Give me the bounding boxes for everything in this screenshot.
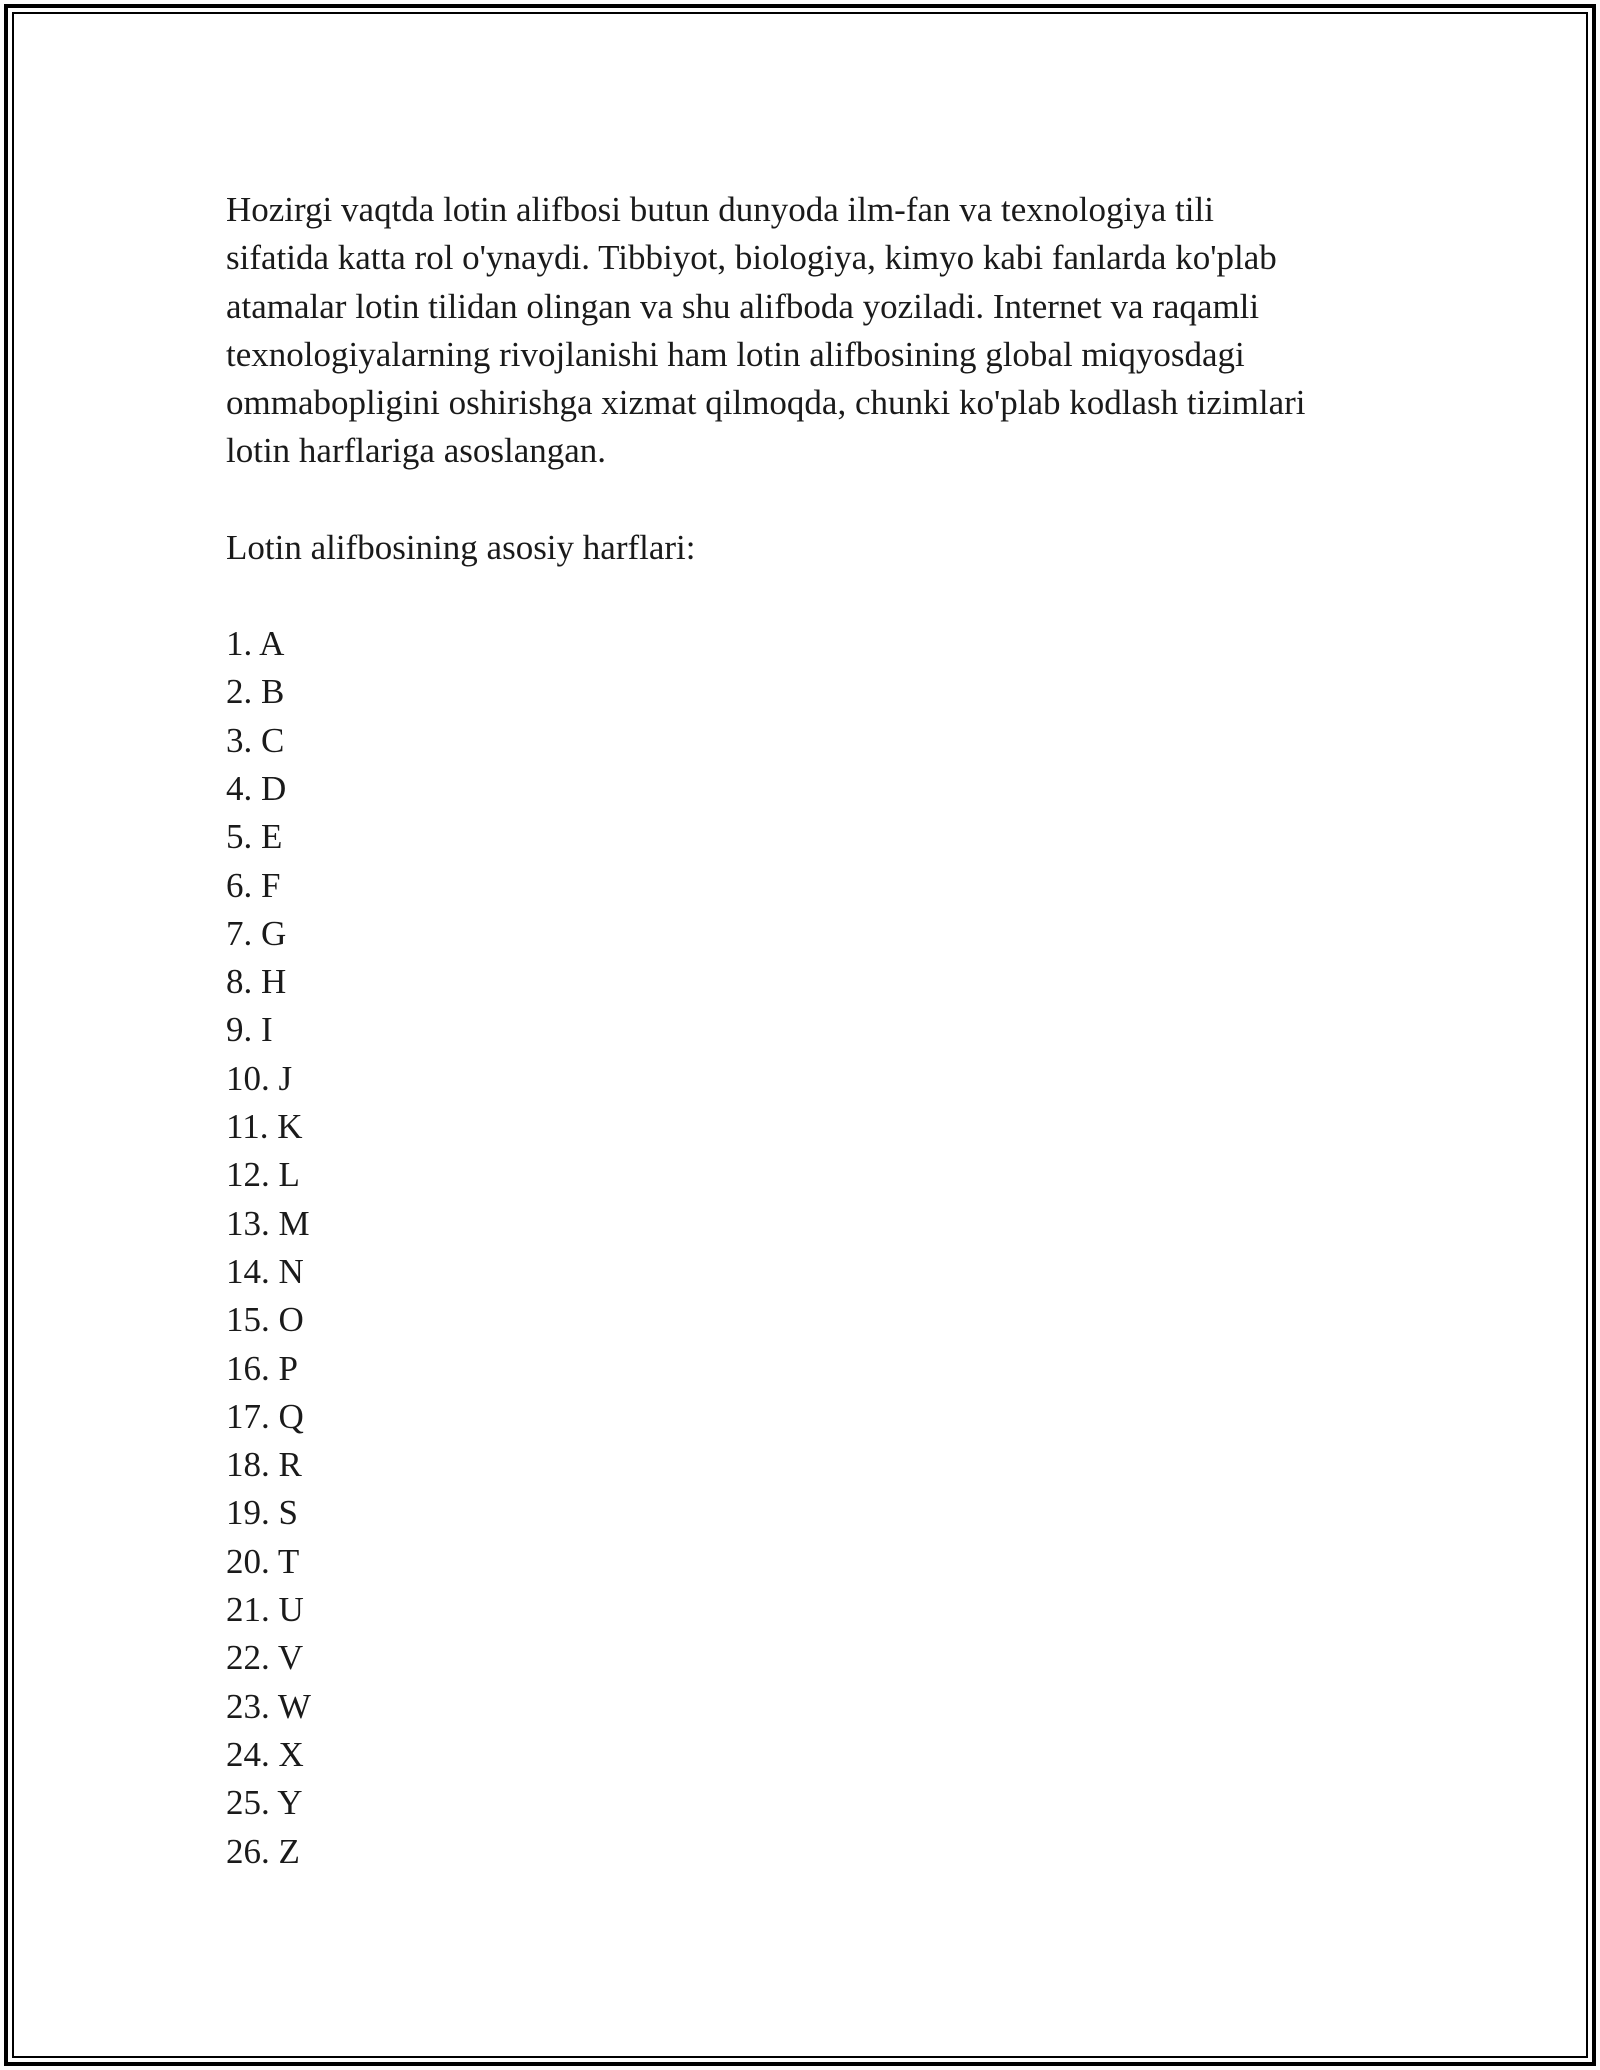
list-item: 13. M (226, 1203, 310, 1243)
list-item: 8. H (226, 962, 287, 1002)
list-intro: Lotin alifbosining asosiy harflari: (226, 527, 696, 567)
list-item: 12. L (226, 1155, 300, 1195)
list-item: 24. X (226, 1734, 304, 1774)
paragraph-line: sifatida katta rol o'ynaydi. Tibbiyot, biologiya, kimyo kabi fanlarda ko'plab (226, 238, 1277, 278)
list-item: 2. B (226, 672, 285, 712)
list-item: 16. P (226, 1348, 298, 1388)
paragraph-line: lotin harflariga asoslangan. (226, 431, 607, 471)
list-item: 22. V (226, 1638, 304, 1678)
list-item: 21. U (226, 1590, 304, 1630)
paragraph-line: texnologiyalarning rivojlanishi ham lotin alifbosining global miqyosdagi (226, 334, 1245, 374)
list-item: 6. F (226, 865, 281, 905)
paragraph-line: Hozirgi vaqtda lotin alifbosi butun dunyoda ilm-fan va texnologiya tili (226, 190, 1214, 229)
list-item: 26. Z (226, 1831, 300, 1871)
list-item: 7. G (226, 913, 287, 953)
document-body (226, 186, 1426, 1876)
list-item: 19. S (226, 1493, 298, 1533)
letter-list (226, 620, 1426, 1876)
list-item: 4. D (226, 768, 287, 808)
intro-paragraph (226, 186, 1376, 476)
list-item: 11. K (226, 1107, 303, 1147)
list-item: 1. A (226, 624, 285, 664)
paragraph-line: atamalar lotin tilidan olingan va shu alifboda yoziladi. Internet va raqamli (226, 286, 1260, 326)
list-item: 10. J (226, 1058, 293, 1098)
list-item: 20. T (226, 1541, 300, 1581)
list-item: 9. I (226, 1010, 273, 1050)
list-item: 25. Y (226, 1783, 303, 1823)
list-item: 3. C (226, 720, 285, 760)
list-item: 17. Q (226, 1396, 304, 1436)
list-item: 18. R (226, 1445, 302, 1485)
list-item: 23. W (226, 1686, 311, 1726)
list-item: 14. N (226, 1251, 304, 1291)
list-item: 15. O (226, 1300, 304, 1340)
paragraph-line: ommabopligini oshirishga xizmat qilmoqda, chunki ko'plab kodlash tizimlari (226, 383, 1306, 423)
list-item: 5. E (226, 817, 283, 857)
